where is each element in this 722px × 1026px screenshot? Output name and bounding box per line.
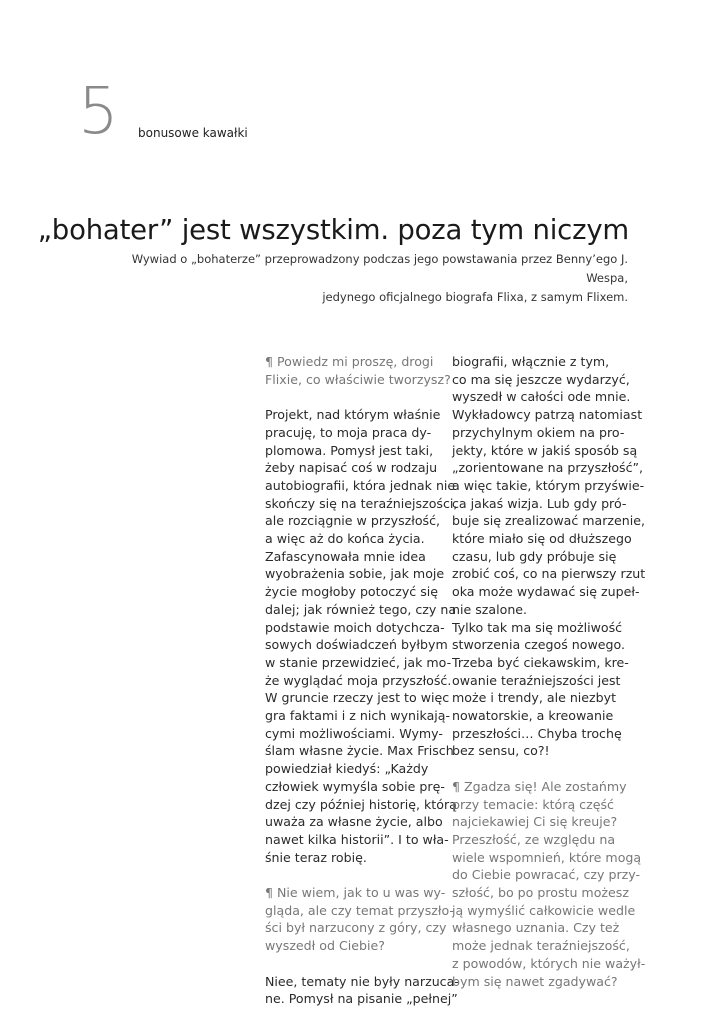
text-column-right [452,353,647,1008]
page-title: „bohater” jest wszystkim. poza tym niczym [37,214,629,246]
interview-answer: biografii, włącznie z tym, co ma się jeszcze wydarzyć, wyszedł w całości ode mnie. Wykładowcy patrzą natomiast przychylnym okiem na pro- jekty, które w jakiś sposób są „zorientowane na przyszłość”, a więc takie, którym przyświe- ca jakaś wizja. Lub gdy pró- buje się zrealizować marzenie, które miało się od dłuższego czasu, lub gdy próbuje się zrobić coś, co na pierwszy rzut oka może wydawać się zupeł- nie szalone. Tylko tak ma się możliwość stworzenia czegoś nowego. Trzeba być ciekawskim, kre- owanie teraźniejszości jest może i trendy, ale niezbyt nowatorskie, a kreowanie przeszłości… Chyba trochę bez sensu, co?! [452,354,646,759]
interview-question: ¶ Zgadza się! Ale zostańmy przy temacie: którą część najciekawiej Ci się kreuje? Przeszłość, ze względu na wiele wspomnień, które mogą do Ciebie powracać, czy przy- szłość, bo po prostu możesz ją wymyślić całkowicie wedle własnego uznania. Czy też może jednak teraźniejszość, z powodów, których nie ważył- bym się nawet zgadywać? [452,778,646,989]
page-subtitle [108,250,628,307]
subtitle-line: jedynego oficjalnego biografa Flixa, z samym Flixem. [322,290,628,304]
interview-answer: Niee, tematy nie były narzuca- ne. Pomysł na pisanie „pełnej” [265,973,459,1007]
subtitle-line: Wywiad o „bohaterze” przeprowadzony podczas jego powstawania przez Benny’ego J. Wespa, [131,252,628,285]
chapter-number: 5 [78,75,119,149]
interview-question: ¶ Powiedz mi proszę, drogi Flixie, co właściwie tworzysz? [265,354,451,387]
chapter-label: bonusowe kawałki [138,126,248,140]
interview-answer: Projekt, nad którym właśnie pracuję, to moja praca dy- plomowa. Pomysł jest taki, żeby napisać coś w rodzaju autobiografii, która jednak nie skończy się na teraźniejszości, ale rozciągnie w przyszłość, a więc aż do końca życia. Zafascynowała mnie idea wyobrażenia sobie, jak moje życie mogłoby potoczyć się dalej; jak również tego, czy na podstawie moich dotychcza- sowych doświadczeń byłbym w stanie przewidzieć, jak mo- że wyglądać moja przyszłość. W gruncie rzeczy jest to więc gra faktami i z nich wynikają- cymi możliwościami. Wymy- ślam własne życie. Max Frisch powiedział kiedyś: „Każdy człowiek wymyśla sobie prę- dzej czy później historię, którą uważa za własne życie, albo nawet kilka historii”. I to wła- śnie teraz robię. [265,407,458,865]
text-column-left [265,353,460,1026]
interview-question: ¶ Nie wiem, jak to u was wy- gląda, ale czy temat przyszło- ści był narzucony z góry, czy wyszedł od Ciebie? [265,885,454,954]
